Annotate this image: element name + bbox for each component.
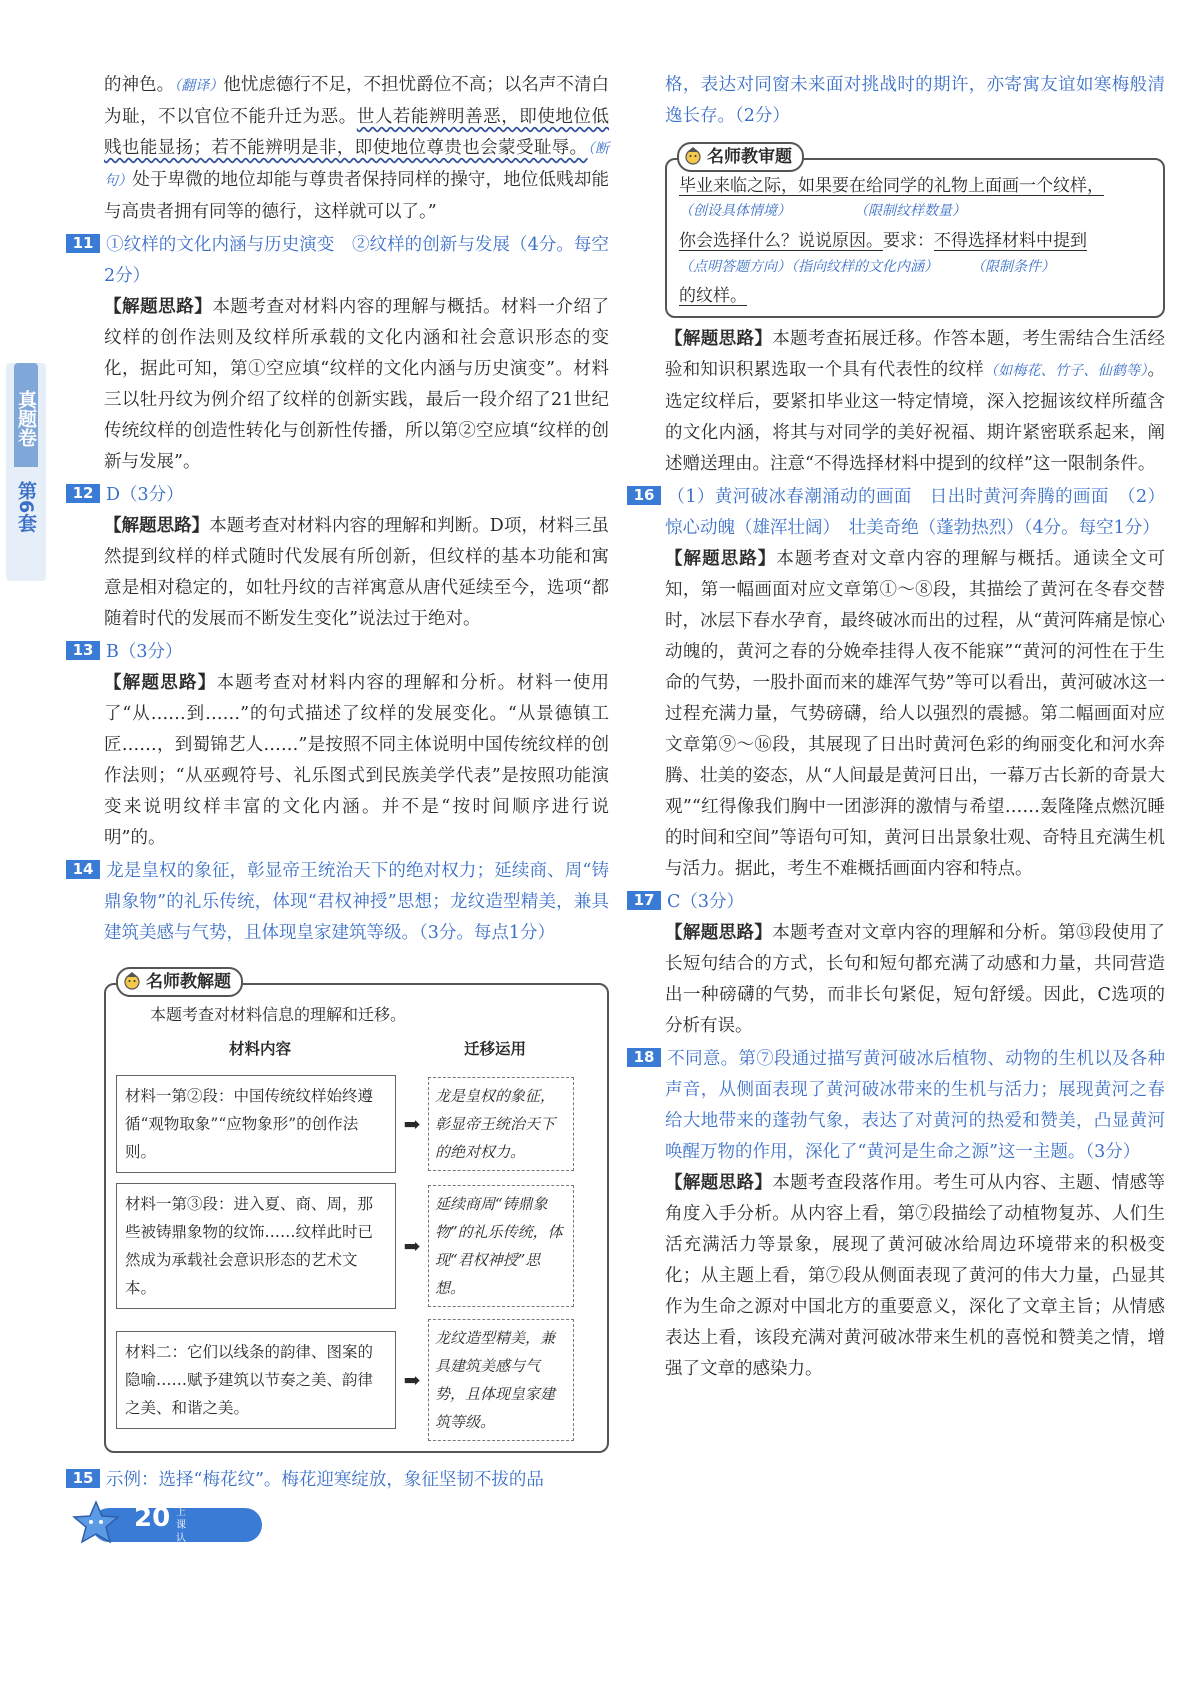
q13-hint: 【解题思路】本题考查对材料内容的理解和分析。材料一使用了“从……到……”的句式描述了纹样的发展变化。“从景德镇工匠……，到蜀锦艺人……”是按照不同主体说明中国传统纹样的创作法则；“从巫觋符号、礼乐图式到民族美学代表”是按照功能演变来说明纹样丰富的文化内涵。并不是“按时间顺序进行说明”的。	[104, 673, 609, 848]
q13-number: 13	[66, 641, 100, 660]
annotation-punctuate: （断句）	[104, 141, 610, 189]
arrow-icon: ➡	[403, 1233, 421, 1258]
teacher-solve-label: 名师教解题	[116, 967, 243, 997]
q13-answer: 13 B（3分）	[104, 637, 609, 668]
q14-number: 14	[66, 860, 100, 879]
teacher-review-label: 名师教审题	[677, 142, 804, 172]
q18-hint: 【解题思路】本题考查段落作用。考生可从内容、主题、情感等角度入手分析。从内容上看，第⑦段描绘了动植物复苏、人们生活充满活力等景象，展现了黄河破冰给周边环境带来的积极变化；从主题上看，第⑦段从侧面表现了黄河的伟大力量，凸显其作为生命之源对中国北方的重要意义，深化了文章主旨；从情感表达上看，该段充满对黄河破冰带来生机的喜悦和赞美之情，增强了文章的感染力。	[665, 1173, 1166, 1379]
q16-hint: 【解题思路】本题考查对文章内容的理解与概括。通读全文可知，第一幅画面对应文章第①～⑧段，其描绘了黄河在冬春交替时，冰层下春水孕育，最终破冰而出的过程，从“黄河阵痛是惊心动魄的，黄河之春的分娩牵挂得人夜不能寐”“黄河的河性在于生命的气势，一股扑面而来的雄浑气势”等可以看出，黄河破冰这一过程充满力量，气势磅礴，给人以强烈的震撼。第二幅画面对应文章第⑨～⑯段，其展现了日出时黄河色彩的绚丽变化和河水奔腾、壮美的姿态，从“人间最是黄河日出，一幕万古长新的奇景大观”“红得像我们胸中一团澎湃的激情与希望……轰隆隆点燃沉睡的时间和空间”等语句可知，黄河日出景象壮观、奇特且充满生机与活力。据此，考生不难概括画面内容和特点。	[665, 549, 1166, 879]
review-annotations-2: （点明答题方向）（指向纹样的文化内涵） （限制条件）	[679, 259, 1055, 275]
q11-number: 11	[66, 234, 100, 253]
q12-number: 12	[66, 484, 100, 503]
translation-paragraph: 的神色。（翻译）他忧虑德行不足，不担忧爵位不高；以名声不清白为耻，不以官位不能升迁为恶。世人若能辨明善恶，即使地位低贱也能显扬；若不能辨明是非，即使地位尊贵也会蒙受耻辱。（断句）处于卑微的地位却能与尊贵者保持同样的操守，地位低贱却能与高贵者拥有同等的德行，这样就可以了。”	[104, 75, 610, 222]
teacher-box-intro: 本题考查对材料信息的理解和迁移。	[150, 1005, 407, 1024]
q11-answer: 11 ①纹样的文化内涵与历史演变 ②纹样的创新与发展（4分。每空2分）	[104, 230, 609, 292]
transfer-box: 龙纹造型精美，兼具建筑美感与气势，且体现皇家建筑等级。	[428, 1319, 574, 1441]
q16-answer: 16 （1）黄河破冰春潮涌动的画面 日出时黄河奔腾的画面 （2）惊心动魄（雄浑壮阔） 壮美奇绝（蓬勃热烈）（4分。每空1分）	[665, 482, 1165, 544]
page-number: 20	[134, 1503, 171, 1533]
star-mascot-icon	[72, 1500, 120, 1544]
q17-answer: 17 C（3分）	[665, 887, 1165, 918]
right-column	[633, 70, 1166, 1385]
left-column	[72, 70, 610, 1496]
q12-hint: 【解题思路】本题考查对材料内容的理解和判断。D项，材料三虽然提到纹样的样式随时代发展有所创新，但纹样的基本功能和寓意是相对稳定的，如牡丹纹的吉祥寓意从唐代延续至今，选项“都随着时代的发展而不断发生变化”说法过于绝对。	[104, 516, 610, 629]
q18-number: 18	[627, 1048, 661, 1067]
teacher-mascot-icon	[683, 146, 703, 166]
q15-answer-cont: 格，表达对同窗未来面对挑战时的期许，亦寄寓友谊如寒梅般清逸长存。（2分）	[665, 75, 1165, 126]
arrow-icon: ➡	[403, 1111, 421, 1136]
flow-row	[116, 1183, 599, 1309]
key-sentence: 世人若能辨明善恶，即使地位低贱也能显扬；若不能辨明是非，即使地位尊贵也会蒙受耻辱。	[104, 107, 610, 158]
q17-number: 17	[627, 891, 661, 910]
q17-hint: 【解题思路】本题考查对文章内容的理解和分析。第⑬段使用了长短句结合的方式，长句和短句都充满了动感和力量，共同营造出一种磅礴的气势，而非长句紧促，短句舒缓。因此，C选项的分析有误。	[665, 923, 1166, 1036]
flow-row	[116, 1075, 599, 1173]
review-annotations-1: （创设具体情境） （限制纹样数量）	[679, 203, 966, 219]
review-line-3: 的纹样。	[679, 286, 747, 306]
q18-answer: 18 不同意。第⑦段通过描写黄河破冰后植物、动物的生机以及各种声音，从侧面表现了黄河破冰带来的生机与活力；展现黄河之春给大地带来的蓬勃气象，表达了对黄河的热爱和赞美，凸显黄河唤醒万物的作用，深化了“黄河是生命之源”这一主题。（3分）	[665, 1044, 1165, 1168]
material-box: 材料一第②段：中国传统纹样始终遵循“观物取象”“应物象形”的创作法则。	[116, 1075, 396, 1173]
flow-col-material: 材料内容	[228, 1040, 291, 1058]
flow-col-transfer: 迁移运用	[463, 1040, 526, 1058]
material-box: 材料一第③段：进入夏、商、周，那些被铸鼎象物的纹饰……纹样此时已然成为承载社会意识形态的艺术文本。	[116, 1183, 396, 1309]
q11-hint: 【解题思路】本题考查对材料内容的理解与概括。材料一介绍了纹样的创作法则及纹样所承载的文化内涵和社会意识形态的变化，据此可知，第①空应填“纹样的文化内涵与历史演变”。材料三以牡丹纹为例介绍了纹样的创新实践，最后一段介绍了21世纪传统纹样的创造性转化与创新性传播，所以第②空应填“纹样的创新与发展”。	[104, 297, 610, 472]
teacher-review-box	[665, 147, 1165, 318]
review-line-1: 毕业来临之际，如果要在给同学的礼物上面画一个纹样，	[679, 176, 1104, 196]
review-line-2: 你会选择什么？说说原因。要求：不得选择材料中提到	[679, 231, 1087, 251]
side-tab	[6, 363, 46, 581]
side-tab-bottom: 第6套	[15, 481, 37, 533]
teacher-mascot-icon	[122, 971, 142, 991]
q16-number: 16	[627, 486, 661, 505]
material-box: 材料二：它们以线条的韵律、图案的隐喻……赋予建筑以节奏之美、韵律之美、和谐之美。	[116, 1331, 396, 1429]
transfer-box: 龙是皇权的象征，彰显帝王统治天下的绝对权力。	[428, 1077, 574, 1171]
q15-hint: 【解题思路】本题考查拓展迁移。作答本题，考生需结合生活经验和知识积累选取一个具有代表性的纹样（如梅花、竹子、仙鹤等）。选定纹样后，要紧扣毕业这一特定情境，深入挖掘该纹样所蕴含的文化内涵，将其与对同学的美好祝福、期许紧密联系起来，阐述赠送理由。注意“不得选择材料中提到的纹样”这一限制条件。	[665, 329, 1166, 474]
flow-row	[116, 1319, 599, 1441]
annotation-translate: （翻译）	[174, 78, 224, 94]
teacher-solve-box	[104, 972, 609, 1453]
transfer-box: 延续商周“铸鼎象物”的礼乐传统，体现“君权神授”思想。	[428, 1185, 574, 1307]
arrow-icon: ➡	[403, 1367, 421, 1392]
side-tab-top: 真题卷	[14, 363, 38, 467]
q15-answer: 15 示例：选择“梅花纹”。梅花迎寒绽放，象征坚韧不拔的品	[104, 1465, 609, 1496]
q14-answer: 14 龙是皇权的象征，彰显帝王统治天下的绝对权力；延续商、周“铸鼎象物”的礼乐传统，体现“君权神授”思想；龙纹造型精美，兼具建筑美感与气势，且体现皇家建筑等级。（3分。每点1分）	[104, 856, 609, 949]
page-slogan: 上课认真听 下课练天星	[176, 1507, 186, 1635]
q15-number: 15	[66, 1469, 100, 1488]
q12-answer: 12 D（3分）	[104, 480, 609, 511]
flow-header	[110, 1034, 599, 1065]
